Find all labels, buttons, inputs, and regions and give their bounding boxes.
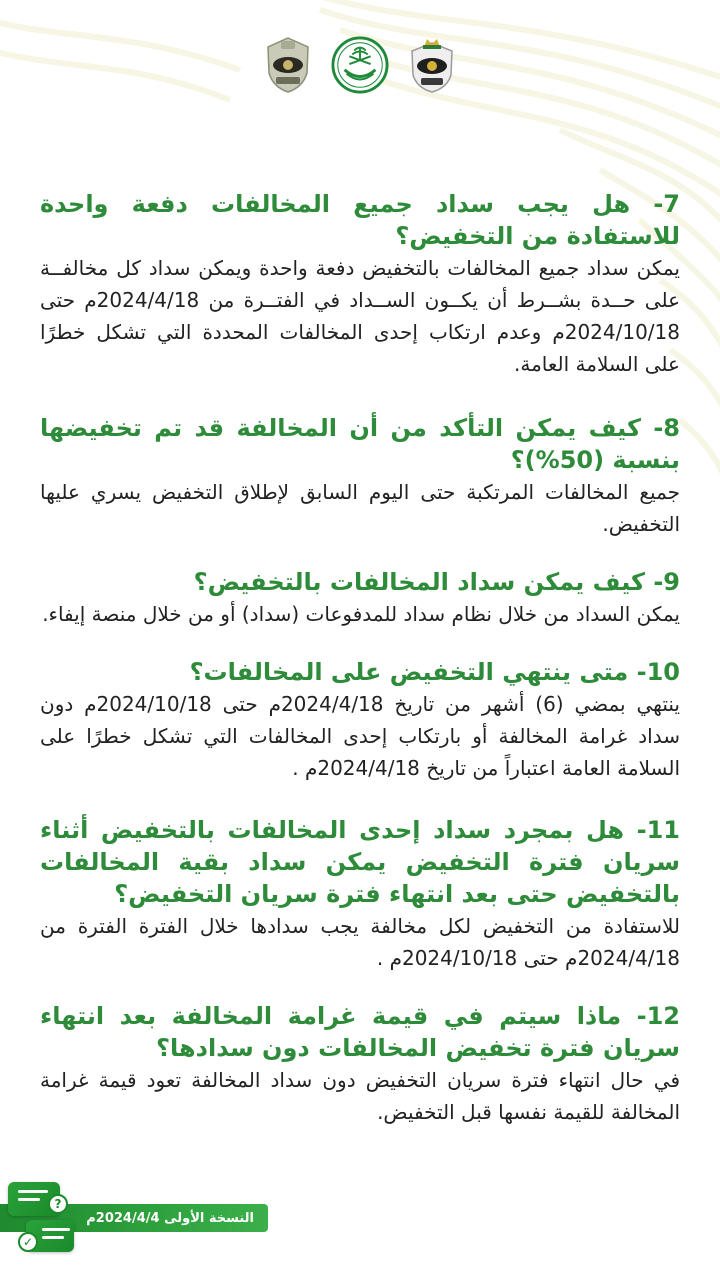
faq-item-8: [40, 412, 680, 540]
faq-answer: ينتهي بمضي (6) أشهر من تاريخ 2024/4/18م حتى 2024/10/18م دون سداد غرامة المخالفة أو بارتكاب إحدى المخالفات التي تشكل خطرًا على السلامة العامة اعتباراً من تاريخ 2024/4/18م .: [40, 692, 680, 780]
question-chat-bubble-icon: [8, 1182, 60, 1216]
shield-crown-emblem-icon: [407, 35, 457, 95]
version-label: النسخة الأولى 2024/4/4م: [86, 1210, 254, 1226]
faq-item-11: [40, 814, 680, 974]
check-chat-bubble-icon: [22, 1220, 74, 1252]
faq-question: 12- ماذا سيتم في قيمة غرامة المخالفة بعد انتهاء سريان فترة تخفيض المخالفات دون سدادها؟: [40, 1002, 680, 1062]
palm-swords-emblem-icon: [331, 34, 389, 96]
faq-item-9: [40, 566, 680, 630]
faq-question: 8- كيف يمكن التأكد من أن المخالفة قد تم تخفيضها بنسبة (50%)؟: [40, 414, 680, 474]
faq-answer: جميع المخالفات المرتكبة حتى اليوم السابق لإطلاق التخفيض يسري عليها التخفيض.: [40, 480, 680, 536]
public-security-logo: [407, 35, 457, 95]
ministry-of-interior-logo: [331, 34, 389, 96]
footer-version-badge: [0, 1182, 280, 1258]
faq-item-10: [40, 656, 680, 784]
passport-directorate-logo: [263, 35, 313, 95]
header-logos: [0, 30, 720, 100]
faq-question: 10- متى ينتهي التخفيض على المخالفات؟: [189, 658, 680, 686]
faq-question: 9- كيف يمكن سداد المخالفات بالتخفيض؟: [193, 568, 680, 596]
faq-answer: في حال انتهاء فترة سريان التخفيض دون سداد المخالفة تعود قيمة غرامة المخالفة للقيمة نفسها قبل التخفيض.: [40, 1068, 680, 1124]
faq-item-7: [40, 188, 680, 380]
faq-answer: للاستفادة من التخفيض لكل مخالفة يجب سدادها خلال الفترة الفترة من 2024/4/18م حتى 2024/10/18م .: [40, 914, 680, 970]
faq-list: [40, 188, 680, 1154]
shield-emblem-icon: [263, 35, 313, 95]
faq-answer: يمكن السداد من خلال نظام سداد للمدفوعات (سداد) أو من خلال منصة إيفاء.: [42, 602, 680, 626]
faq-item-12: [40, 1000, 680, 1128]
question-mark-icon: ?: [48, 1194, 68, 1214]
checkmark-icon: ✓: [18, 1232, 38, 1252]
faq-answer: يمكن سداد جميع المخالفات بالتخفيض دفعة واحدة ويمكن سداد كل مخالفــة على حــدة بشــرط أن يكــون الســداد في الفتــرة من 2024/4/18م حتى 2024/10/18م وعدم ارتكاب إحدى المخالفات المحددة التي تشكل خطرًا على السلامة العامة.: [40, 256, 680, 376]
faq-question: 7- هل يجب سداد جميع المخالفات دفعة واحدة للاستفادة من التخفيض؟: [40, 190, 680, 250]
faq-question: 11- هل بمجرد سداد إحدى المخالفات بالتخفيض أثناء سريان فترة التخفيض يمكن سداد بقية المخالفات بالتخفيض حتى بعد انتهاء فترة سريان التخفيض؟: [40, 816, 680, 908]
